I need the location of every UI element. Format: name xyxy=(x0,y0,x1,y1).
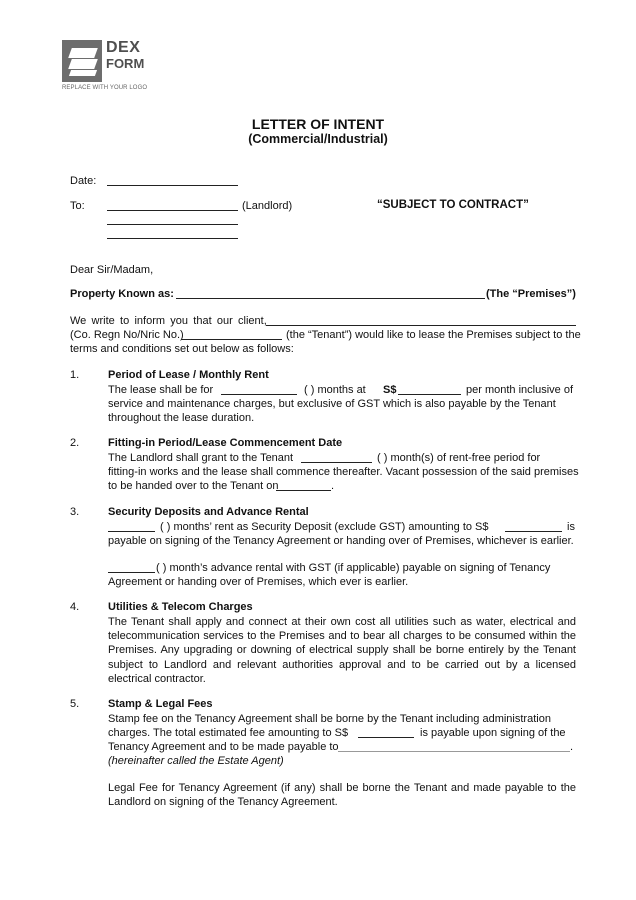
section-5-heading: Stamp & Legal Fees xyxy=(108,698,213,710)
deposit-amount-field[interactable] xyxy=(505,531,562,532)
payee-field[interactable] xyxy=(338,751,570,752)
section-4-heading: Utilities & Telecom Charges xyxy=(108,601,253,613)
handover-date-field[interactable] xyxy=(276,490,331,491)
section-3-line-2: payable on signing of the Tenancy Agreement or handing over of Premises, whichever is earlier. xyxy=(108,535,574,547)
section-3-heading: Security Deposits and Advance Rental xyxy=(108,506,309,518)
advance-rental-field[interactable] xyxy=(108,572,155,573)
section-2-line-2: fitting-in works and the lease shall commence thereafter. Vacant possession of the said premises xyxy=(108,466,579,478)
section-1-text-a: The lease shall be for xyxy=(108,384,214,396)
salutation: Dear Sir/Madam, xyxy=(70,264,154,276)
section-2-text-d: . xyxy=(331,480,335,492)
section-5-number: 5. xyxy=(70,698,80,710)
section-5-line-4: (hereinafter called the Estate Agent) xyxy=(108,755,284,767)
to-field-line-2[interactable] xyxy=(107,224,238,225)
section-2-text-a: The Landlord shall grant to the Tenant xyxy=(108,452,294,464)
section-3-line-4: Agreement or handing over of Premises, which ever is earlier. xyxy=(108,576,409,588)
intro-line-2a: (Co. Regn No/Nric No.) xyxy=(70,329,184,341)
section-3-line-3: ( ) month’s advance rental with GST (if applicable) payable on signing of Tenancy xyxy=(156,562,551,574)
section-4-body: The Tenant shall apply and connect at their own cost all utilities such as water, electrical and telecommunication services to the Premises and to bear all charges to be consumed within the Premises. Any upgrading or downing of electrical supply shall be borne entirely by the Tenant subject to Landlord and relevant authorities approval and to be carried out by a licensed electrical contractor. xyxy=(108,616,576,685)
section-5-text-a: charges. The total estimated fee amounting to S$ xyxy=(108,727,349,739)
section-2-text-b: ( ) month(s) of rent-free period for xyxy=(377,452,541,464)
lease-period-field[interactable] xyxy=(221,394,297,395)
section-5-legal-fee: Legal Fee for Tenancy Agreement (if any) shall be borne the Tenant and made payable to the Landlord on signing of the Tenancy Agreement. xyxy=(108,782,576,809)
section-4-number: 4. xyxy=(70,601,80,613)
rent-free-period-field[interactable] xyxy=(301,462,372,463)
section-5-line-1: Stamp fee on the Tenancy Agreement shall be borne by the Tenant including administration xyxy=(108,713,551,725)
section-1-line-2: service and maintenance charges, but exclusive of GST which is also payable by the Tenant xyxy=(108,398,556,410)
intro-line-3: terms and conditions set out below as follows: xyxy=(70,343,294,355)
logo-tagline: REPLACE WITH YOUR LOGO xyxy=(62,85,148,91)
section-3-text-b: is xyxy=(567,521,575,533)
section-1-text-b: ( ) months at xyxy=(304,384,366,396)
to-field-line-1[interactable] xyxy=(107,210,238,211)
section-5-text-d: . xyxy=(570,741,574,753)
logo-mark-icon xyxy=(62,40,102,82)
section-1-number: 1. xyxy=(70,369,80,381)
date-field[interactable] xyxy=(107,185,238,186)
intro-line-1-text: We write to inform you that our client, xyxy=(70,315,267,327)
client-name-field[interactable] xyxy=(266,325,576,326)
section-1-line-3: throughout the lease duration. xyxy=(108,412,255,424)
to-field-line-3[interactable] xyxy=(107,238,238,239)
section-1-text-d: per month inclusive of xyxy=(466,384,573,396)
logo-text-form: FORM xyxy=(106,56,145,71)
logo-text-dex: DEX xyxy=(106,39,141,56)
section-1-currency: S$ xyxy=(383,384,397,396)
document-subtitle: (Commercial/Industrial) xyxy=(248,132,388,146)
stamp-fee-field[interactable] xyxy=(358,737,414,738)
property-field[interactable] xyxy=(176,298,485,299)
document-title: LETTER OF INTENT xyxy=(251,116,385,132)
property-label: Property Known as: xyxy=(70,288,174,300)
landlord-label: (Landlord) xyxy=(242,200,293,212)
section-5-text-b: is payable upon signing of the xyxy=(420,727,566,739)
date-label: Date: xyxy=(70,175,97,187)
section-2-text-c: to be handed over to the Tenant on xyxy=(108,480,279,492)
company-logo xyxy=(62,40,152,96)
to-label: To: xyxy=(70,200,85,212)
section-1-heading: Period of Lease / Monthly Rent xyxy=(108,369,269,381)
section-5-text-c: Tenancy Agreement and to be made payable to xyxy=(108,741,339,753)
deposit-months-field[interactable] xyxy=(108,531,155,532)
regn-no-field[interactable] xyxy=(181,339,282,340)
section-3-text-a: ( ) months’ rent as Security Deposit (exclude GST) amounting to S$ xyxy=(160,521,489,533)
premises-label: (The “Premises”) xyxy=(486,288,576,300)
subject-to-contract: “SUBJECT TO CONTRACT” xyxy=(377,199,529,211)
monthly-rent-field[interactable] xyxy=(398,394,461,395)
section-2-heading: Fitting-in Period/Lease Commencement Date xyxy=(108,437,343,449)
intro-line-2b: (the “Tenant”) would like to lease the Premises subject to the xyxy=(286,329,581,341)
section-2-number: 2. xyxy=(70,437,80,449)
section-3-number: 3. xyxy=(70,506,80,518)
